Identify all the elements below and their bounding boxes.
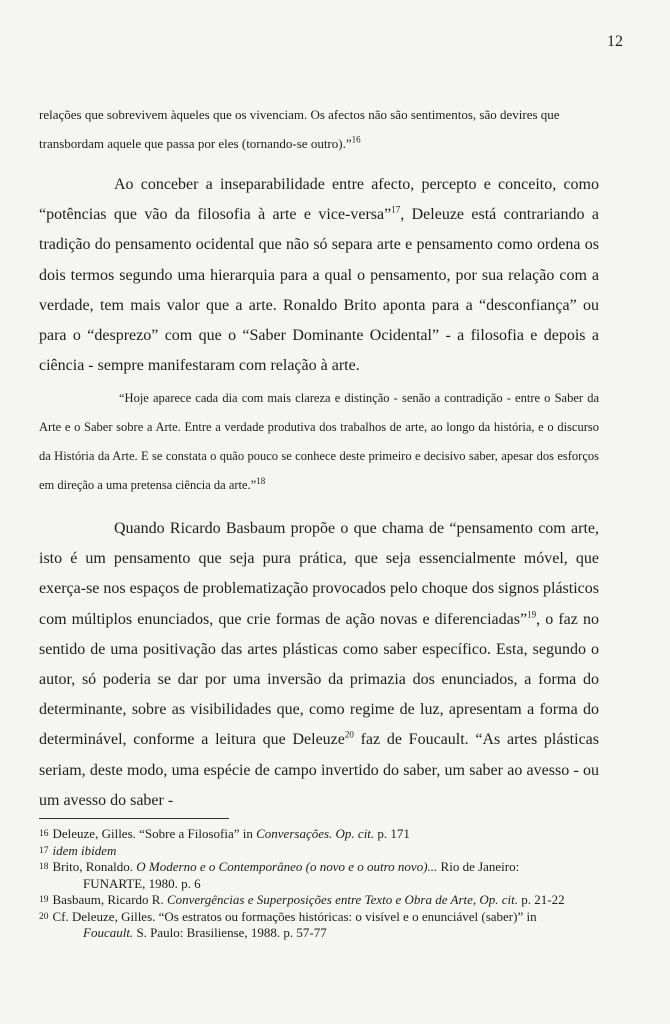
footnote-ref: 20 [344, 730, 354, 741]
footnote-ref: 17 [391, 204, 401, 215]
quote-text: relações que sobrevivem àqueles que os vivenciam. Os afectos não são sentimentos, são devires que transbordam aquele que passa por eles (tornando-se outro).” [39, 107, 560, 151]
footnote-ref: 18 [256, 475, 266, 486]
paragraph-text: Quando Ricardo Basbaum propõe o que chama de “pensamento com arte, isto é um pensamento que seja pura prática, que seja essencialmente móvel, que exerça-se nos espaços de problematização provocados pelo choque dos signos plásticos com múltiplos enunciados, que crie formas de ação novas e diferenciadas” [39, 520, 599, 628]
footnote-17: 17 idem ibidem [39, 842, 117, 858]
paragraph [39, 170, 599, 381]
footnote-ref: 19 [527, 609, 537, 620]
footnote-19: 19 Basbaum, Ricardo R. Convergências e Superposições entre Texto e Obra de Arte, Op. cit. p. 21-22 [39, 892, 565, 907]
page-number: 12 [607, 33, 623, 50]
footnote-separator [39, 818, 229, 819]
paragraph-text: Ao conceber a inseparabilidade entre afecto, percepto e conceito, como “potências que vão da filosofia à arte e vice-versa” [39, 176, 599, 224]
footnotes [39, 826, 619, 942]
paragraph-text: faz de Foucault. “As artes plásticas seriam, deste modo, uma espécie de campo invertido do saber, um saber ao avesso - ou um avesso do saber - [39, 731, 599, 809]
quote-text: “Hoje aparece cada dia com mais clareza e distinção - senão a contradição - entre o Saber da Arte e o Saber sobre a Arte. Entre a verdade produtiva dos trabalhos de arte, ao longo da história, e o discurso da História da Arte. E se constata o quão pouco se conhece deste primeiro e decisivo saber, apesar dos esforços em direção a uma pretensa ciência da arte.” [39, 391, 599, 492]
footnote-20: 20 Cf. Deleuze, Gilles. “Os estratos ou formações históricas: o visível e o enunciável (saber)” in Foucault. S. Paulo: Brasiliense, 1988. p. 57-77 [39, 908, 537, 940]
paragraph [39, 514, 599, 816]
paragraph-text: , Deleuze está contrariando a tradição do pensamento ocidental que não só separa arte e pensamento como ordena os dois termos segundo uma hierarquia para a qual o pensamento, por sua relação com a verdade, tem mais valor que a arte. Ronaldo Brito aponta para a “desconfiança” ou para o “desprezo” com que o “Saber Dominante Ocidental” - a filosofia e depois a ciência - sempre manifestaram com relação à arte. [39, 206, 599, 375]
footnote-16: 16 Deleuze, Gilles. “Sobre a Filosofia” in Conversações. Op. cit. p. 171 [39, 826, 410, 841]
footnote-ref: 16 [351, 134, 361, 145]
paragraph-text: , o faz no sentido de uma positivação das artes plásticas como saber específico. Esta, segundo o autor, só poderia se dar por uma inversão da primazia dos enunciados, a forma do determinante, sobre as visibilidades que, como regime de luz, apresentam a forma do determinável, conforme a leitura que Deleuze [39, 610, 600, 749]
footnote-18: 18 Brito, Ronaldo. O Moderno e o Contemporâneo (o novo e o outro novo)... Rio de Janeiro: FUNARTE, 1980. p. 6 [39, 859, 520, 891]
block-quote-continued [39, 100, 599, 158]
block-quote [39, 384, 599, 500]
